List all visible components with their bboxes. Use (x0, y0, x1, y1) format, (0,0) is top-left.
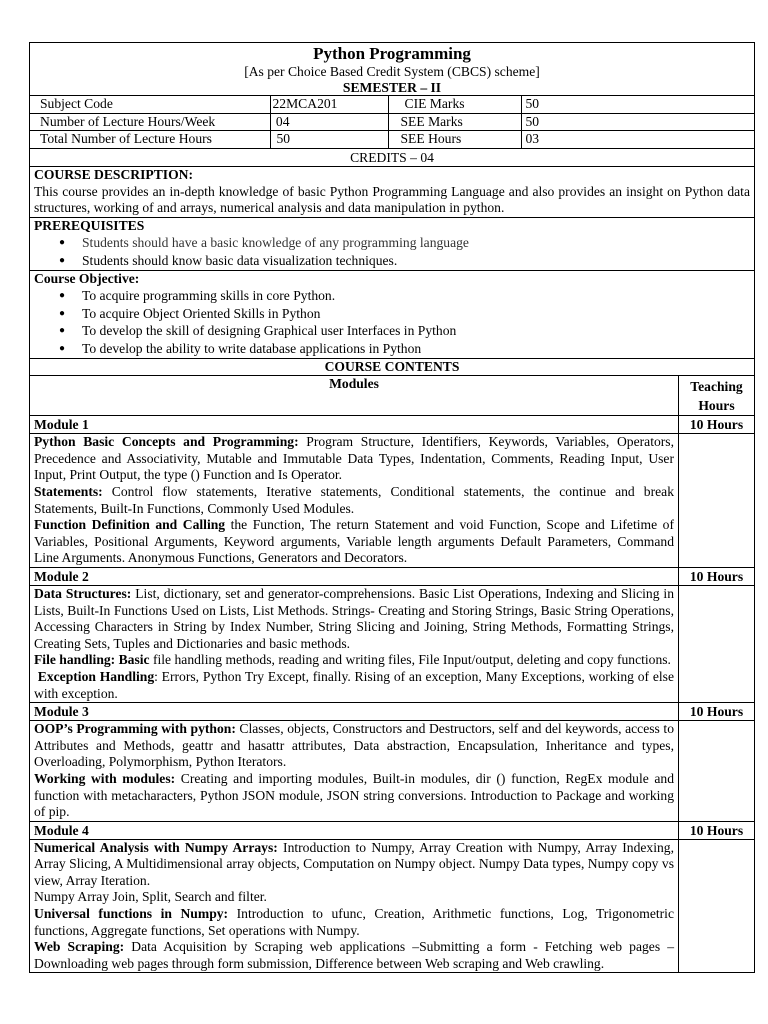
module-paragraph: File handling: Basic file handling methods, reading and writing files, File Input/output, deleting and copy functions. (34, 652, 671, 668)
module-header-row (30, 703, 755, 721)
module-content (30, 585, 679, 702)
info-label: Total Number of Lecture Hours (30, 131, 270, 149)
module-header-row (30, 416, 755, 434)
module-content (30, 839, 679, 973)
module-paragraph: Function Definition and Calling the Function, The return Statement and void Function, Scope and Lifetime of Variables, Positional Arguments, Keyword arguments, Variable length arguments Default Parameters, Command Line Arguments. Anonymous Functions, Generators and Decorators. (34, 517, 674, 566)
info-value: 50 (521, 113, 754, 131)
info-row (30, 113, 754, 131)
list-item: ● To acquire Object Oriented Skills in Python (59, 305, 321, 321)
module-title: Module 3 (30, 703, 679, 721)
info-value: 22MCA201 (270, 96, 388, 114)
modules-header: Modules (30, 376, 679, 416)
syllabus-table (29, 42, 755, 973)
course-description-heading: COURSE DESCRIPTION: (34, 167, 193, 183)
module-paragraph: Exception Handling: Errors, Python Try Except, finally. Rising of an exception, Many Exceptions, working of else with exception. (34, 668, 674, 701)
module-hours-cell (679, 839, 755, 973)
module-paragraph: Numerical Analysis with Numpy Arrays: Introduction to Numpy, Array Creation with Numpy, Array Indexing, Array Slicing, A Multidimensional array objects, Computation on Numpy object. Numpy Data types, Numpy copy vs view, Array Iteration. (34, 839, 674, 888)
list-item: ● To develop the skill of designing Graphical user Interfaces in Python (59, 323, 457, 339)
list-item: ● To develop the ability to write database applications in Python (59, 341, 422, 357)
module-hours: 10 Hours (679, 567, 755, 585)
info-value: 50 (270, 131, 388, 149)
module-paragraph: Data Structures: List, dictionary, set and generator-comprehensions. Basic List Operations, Indexing and Slicing in Lists, Built-In Functions Used on Lists, List Methods. Strings- Creating and Storing Strings, Basic String Operations, Accessing Characters in String by Index Number, String Slicing and Joining, String Methods, Formatting Strings, Creating Sets, Tuples and Dictionaries and basic methods. (34, 585, 675, 651)
module-hours: 10 Hours (679, 821, 755, 839)
module-paragraph: Web Scraping: Data Acquisition by Scraping web applications –Submitting a form - Fetching web pages – Downloading web pages through form submission, Difference between Web scraping and Web crawling. (34, 939, 674, 971)
module-paragraph: Numpy Array Join, Split, Search and filter. (34, 889, 267, 905)
course-objective-row (30, 270, 755, 358)
bullet-icon: ● (59, 325, 66, 337)
semester-line: SEMESTER – II (342, 80, 442, 95)
scheme-line: [As per Choice Based Credit System (CBCS) scheme] (244, 64, 540, 79)
course-objective-heading: Course Objective: (34, 270, 140, 286)
list-item: ● Students should know basic data visualization techniques. (59, 253, 398, 269)
bullet-icon: ● (59, 255, 66, 267)
module-paragraph: Working with modules: Creating and importing modules, Built-in modules, dir () function, RegEx module and function with metacharacters, Python JSON module, JSON string conversions. Introduction to Package and working of pip. (34, 770, 674, 820)
module-hours-cell (679, 721, 755, 822)
module-paragraph: Statements: Control flow statements, Iterative statements, Conditional statements, the continue and break Statements, Built-In Functions, Commonly Used Modules. (34, 484, 674, 516)
module-header-row (30, 821, 755, 839)
course-title: Python Programming (313, 44, 471, 63)
course-objective-list (34, 287, 750, 357)
module-content (30, 434, 679, 568)
module-hours: 10 Hours (679, 416, 755, 434)
bullet-icon: ● (59, 290, 66, 302)
prerequisites-heading: PREREQUISITES (34, 217, 145, 233)
bullet-icon: ● (59, 343, 66, 355)
header-row (30, 43, 755, 167)
subject-info-table (30, 95, 754, 149)
module-paragraph: Universal functions in Numpy: Introduction to ufunc, Creation, Arithmetic functions, Log, Trigonometric functions, Aggregate functions, Set operations with Numpy. (34, 906, 674, 938)
prerequisites-list (34, 234, 750, 269)
module-content-row (30, 721, 755, 822)
module-paragraph: OOP’s Programming with python: Classes, objects, Constructors and Destructors, self and del keywords, access to Attributes and Methods, geattr and hasattr attributes, Data abstraction, Encapsulation, Inheritance and types, Overloading, Polymorphism, Python Iterators. (34, 721, 674, 770)
info-value: 04 (270, 113, 388, 131)
module-content-row (30, 585, 755, 702)
modules-header-row (30, 376, 755, 416)
module-content-row (30, 839, 755, 973)
info-row (30, 96, 754, 114)
info-value: 03 (521, 131, 754, 149)
course-contents-heading: COURSE CONTENTS (30, 358, 755, 376)
module-hours-cell (679, 585, 755, 702)
module-title: Module 2 (30, 567, 679, 585)
teaching-hours-header: Teaching Hours (679, 376, 755, 416)
module-content-row (30, 434, 755, 568)
module-hours-cell (679, 434, 755, 568)
bullet-icon: ● (59, 237, 66, 249)
info-label: Number of Lecture Hours/Week (30, 113, 270, 131)
prerequisites-row (30, 217, 755, 270)
info-label: SEE Marks (388, 113, 521, 131)
info-value: 50 (521, 96, 754, 114)
course-description-text: This course provides an in-depth knowledge of basic Python Programming Language and also provides an insight on Python data structures, working of and arrays, numerical analysis and data manipulation in python. (34, 183, 750, 216)
module-content (30, 721, 679, 822)
credits-line: CREDITS – 04 (350, 150, 434, 166)
list-item: ● Students should have a basic knowledge of any programming language (59, 235, 469, 251)
course-description-row (30, 167, 755, 218)
module-title: Module 4 (30, 821, 679, 839)
bullet-icon: ● (59, 307, 66, 319)
module-title: Module 1 (30, 416, 679, 434)
info-label: Subject Code (30, 96, 270, 114)
module-paragraph: Python Basic Concepts and Programming: Program Structure, Identifiers, Keywords, Variables, Operators, Precedence and Associativity, Mutable and Immutable Data Types, Indentation, Comments, Reading Input, User Input, Print Output, the type () Function and Is Operator. (34, 434, 674, 483)
syllabus-document (29, 42, 754, 973)
course-contents-row (30, 358, 755, 376)
info-row (30, 131, 754, 149)
module-hours: 10 Hours (679, 703, 755, 721)
list-item: ● To acquire programming skills in core Python. (59, 288, 336, 304)
info-label: CIE Marks (388, 96, 521, 114)
info-label: SEE Hours (388, 131, 521, 149)
module-header-row (30, 567, 755, 585)
